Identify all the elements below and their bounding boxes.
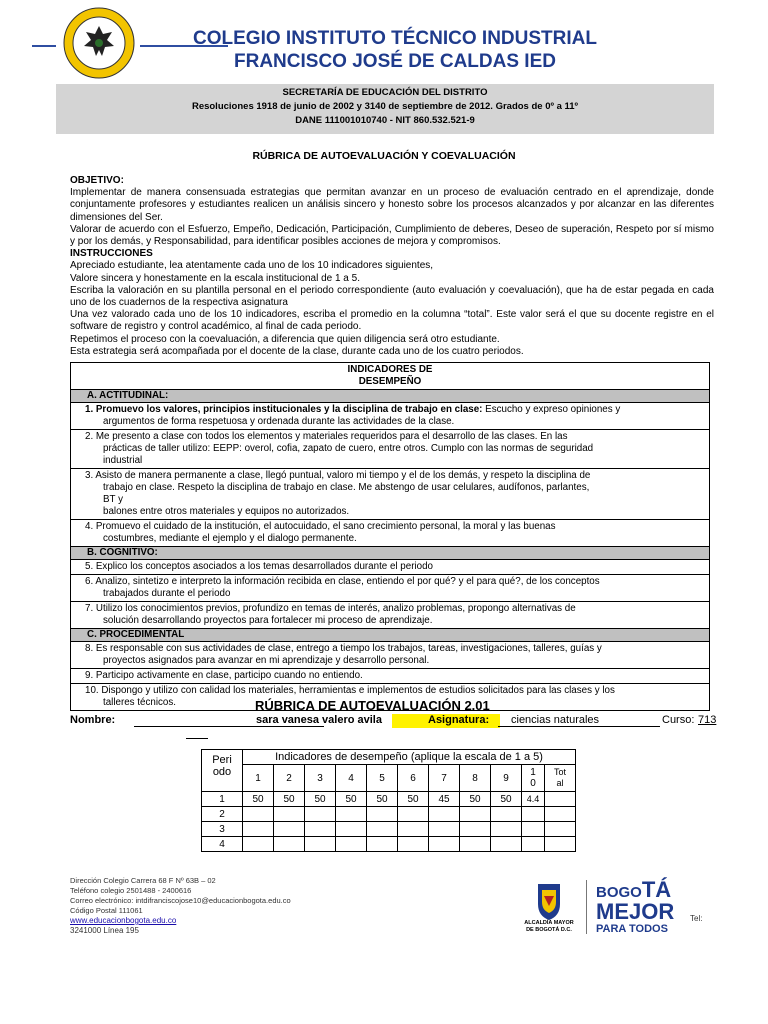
indicator-4-text-2: costumbres, mediante el ejemplo y el dialogo permanente. xyxy=(103,533,357,544)
indicators-table xyxy=(70,362,710,711)
indicator-3-text-2: trabajo en clase. Respeto la disciplina de trabajo en clase. Me abstengo de usar celulares, audífonos, parlantes, xyxy=(103,482,590,493)
bogota-word-b: TÁ xyxy=(641,877,672,902)
score-cell[interactable]: 50 xyxy=(243,792,274,807)
score-cell[interactable] xyxy=(460,807,491,822)
school-crest-logo xyxy=(62,6,136,80)
score-cell[interactable] xyxy=(429,822,460,837)
course-label: Curso: xyxy=(662,714,695,726)
score-row-period-4 xyxy=(202,837,576,852)
score-cell[interactable]: 50 xyxy=(398,792,429,807)
footer-line-195: 3241000 Línea 195 xyxy=(70,926,139,935)
score-cell[interactable] xyxy=(491,837,522,852)
col-header-10 xyxy=(522,765,545,792)
score-row-period-1 xyxy=(202,792,576,807)
instruction-item: Esta estrategia será acompañada por el docente de la clase, durante cada uno de los cuatro periodos. xyxy=(70,345,524,357)
footer-address: Dirección Colegio Carrera 68 F Nº 63B – 02 xyxy=(70,876,216,885)
indicator-2-text-1: 2. Me presento a clase con todos los elementos y materiales requeridos para el desarrollo de las clases. En las xyxy=(85,431,568,442)
col-header: 7 xyxy=(429,765,460,792)
period-header-line2: odo xyxy=(212,766,232,778)
score-cell[interactable] xyxy=(336,822,367,837)
score-cell[interactable] xyxy=(429,837,460,852)
mejor-word: MEJOR xyxy=(596,899,675,924)
score-cell[interactable] xyxy=(367,822,398,837)
instruction-item: Repetimos el proceso con la coevaluación, a diferencia que quien diligencia será otro estudiante. xyxy=(70,333,500,345)
score-cell[interactable] xyxy=(522,807,545,822)
indicator-3-text-3: BT y xyxy=(103,494,123,505)
logo-divider xyxy=(586,880,587,934)
score-row-period-2 xyxy=(202,807,576,822)
school-name-line1: COLEGIO INSTITUTO TÉCNICO INDUSTRIAL xyxy=(193,28,597,49)
footer-contact xyxy=(70,876,291,936)
period-number: 2 xyxy=(202,807,243,822)
objective-text: Implementar de manera consensuada estrategias que permitan avanzar en un proceso de evaluación centrado en el aprendizaje, donde conjuntamente profesores y estudiantes realicen un análisis sincero y honesto sobre los procesos alcanzados y por alcanzar en las diferentes dimensiones del Ser. xyxy=(70,187,714,223)
form-title: RÚBRICA DE AUTOEVALUACIÓN 2.01 xyxy=(255,698,490,713)
objective-text-2: Valorar de acuerdo con el Esfuerzo, Empeño, Dedicación, Participación, Cumplimiento de deberes, Deseo de superación, Respeto por sí mismo y por los demás, y Responsabilidad, para identificar posibles acciones de mejora y compromisos. xyxy=(70,223,714,248)
indicator-8-text-1: 8. Es responsable con sus actividades de clase, entrego a tiempo los trabajos, tareas, investigaciones, talleres, guías y xyxy=(85,643,602,654)
score-cell[interactable] xyxy=(305,837,336,852)
total-cell[interactable] xyxy=(545,822,576,837)
indicator-3-text-4: balones entre otros materiales y equipos no autorizados. xyxy=(103,506,350,517)
indicator-3 xyxy=(71,469,709,520)
score-cell[interactable] xyxy=(367,837,398,852)
col-header: 1 xyxy=(243,765,274,792)
score-cell[interactable] xyxy=(367,807,398,822)
indicator-4 xyxy=(71,520,709,547)
instruction-item: Una vez valorado cada uno de los 10 indicadores, escriba el promedio en la columna “total”. Este valor será el que su docente registre en el software de registro y control académico, al final de cada periodo. xyxy=(70,309,714,333)
period-number: 1 xyxy=(202,792,243,807)
col-header: 6 xyxy=(398,765,429,792)
footer-postal: Código Postal 111061 xyxy=(70,906,143,915)
dane-nit-line: DANE 111001010740 - NIT 860.532.521-9 xyxy=(295,115,475,126)
bogota-word-a: BOGO xyxy=(596,884,642,901)
score-cell[interactable] xyxy=(522,822,545,837)
score-cell[interactable]: 50 xyxy=(491,792,522,807)
score-cell[interactable] xyxy=(460,837,491,852)
indicator-9 xyxy=(71,669,709,684)
section-cognitivo: B. COGNITIVO: xyxy=(71,547,709,560)
col-header: 3 xyxy=(305,765,336,792)
indicator-1-text-2: argumentos de forma respetuosa y ordenada durante las actividades de la clase. xyxy=(103,416,455,427)
period-header xyxy=(202,750,243,792)
school-name-line2: FRANCISCO JOSÉ DE CALDAS IED xyxy=(234,51,556,72)
footer-phone: Teléfono colegio 2501488 - 2400616 xyxy=(70,886,192,895)
score-cell[interactable] xyxy=(243,807,274,822)
score-cell[interactable] xyxy=(243,822,274,837)
header-rule-left xyxy=(32,45,56,47)
score-cell[interactable] xyxy=(398,822,429,837)
para-todos-word: PARA TODOS xyxy=(596,923,668,935)
indicator-2-text-3: industrial xyxy=(103,455,143,466)
indicator-7 xyxy=(71,602,709,629)
indicator-6-text-2: trabajados durante el periodo xyxy=(103,588,231,599)
bogota-mejor-logo xyxy=(596,877,675,935)
indicators-heading-line1: INDICADORES DE xyxy=(347,364,433,375)
alcaldia-text xyxy=(510,920,588,934)
score-cell[interactable] xyxy=(398,837,429,852)
indicator-8-text-2: proyectos asignados para avanzar en mi aprendizaje y desarrollo personal. xyxy=(103,655,430,666)
score-cell[interactable] xyxy=(336,807,367,822)
score-cell[interactable] xyxy=(305,807,336,822)
score-cell[interactable] xyxy=(460,822,491,837)
instructions-heading: INSTRUCCIONES xyxy=(70,248,153,260)
indicator-10-text-2: talleres técnicos. xyxy=(103,697,176,708)
score-cell[interactable]: 50 xyxy=(274,792,305,807)
indicator-8 xyxy=(71,642,709,669)
indicators-heading-line2: DESEMPEÑO xyxy=(358,376,422,387)
col-header-10-b: 0 xyxy=(530,778,536,789)
score-cell[interactable] xyxy=(491,822,522,837)
school-info-box xyxy=(56,84,714,134)
indicator-1-text: Escucho y expreso opiniones y xyxy=(482,404,621,415)
student-info-row xyxy=(70,714,720,732)
indicator-7-text-1: 7. Utilizo los conocimientos previos, profundizo en temas de interés, analizo problemas, propongo alternativas de xyxy=(85,603,576,614)
indicators-heading xyxy=(71,363,709,390)
score-cell[interactable] xyxy=(491,807,522,822)
score-cell[interactable] xyxy=(305,822,336,837)
indicator-2 xyxy=(71,430,709,469)
total-cell[interactable] xyxy=(545,792,576,807)
col-header: 9 xyxy=(491,765,522,792)
indicator-5 xyxy=(71,560,709,575)
name-underline xyxy=(134,726,324,727)
indicator-2-text-2: prácticas de taller utilizo: EEPP: overol, cofia, zapato de cuero, entre otros. Cumplo con las normas de seguridad xyxy=(103,443,594,454)
indicator-5-text: 5. Explico los conceptos asociados a los temas desarrollados durante el periodo xyxy=(85,561,433,572)
indicator-1 xyxy=(71,403,709,430)
score-cell[interactable]: 50 xyxy=(367,792,398,807)
instruction-item: Valore sincera y honestamente en la escala institucional de 1 a 5. xyxy=(70,272,360,284)
course-underline-continuation xyxy=(186,738,208,739)
col-header: 5 xyxy=(367,765,398,792)
score-cell[interactable] xyxy=(274,837,305,852)
indicators-scale-header: Indicadores de desempeño (aplique la escala de 1 a 5) xyxy=(243,750,576,765)
section-procedimental: C. PROCEDIMENTAL xyxy=(71,629,709,642)
col-header: 8 xyxy=(460,765,491,792)
course-field[interactable]: 713 xyxy=(698,714,717,726)
intro-section xyxy=(70,175,714,358)
score-cell[interactable]: 50 xyxy=(460,792,491,807)
indicator-10-text-1: 10. Dispongo y utilizo con calidad los materiales, herramientas e implementos de estudios solicitados para las clases y los xyxy=(85,685,615,696)
score-cell[interactable]: 50 xyxy=(336,792,367,807)
subject-underline xyxy=(498,726,660,727)
footer-email: Correo electrónico: intdifranciscojose10@educacionbogota.edu.co xyxy=(70,896,291,905)
total-header-b: al xyxy=(556,778,564,788)
score-cell[interactable] xyxy=(243,837,274,852)
score-cell[interactable]: 4.4 xyxy=(522,792,545,807)
total-header-a: Tot xyxy=(553,767,566,777)
total-cell[interactable] xyxy=(545,837,576,852)
col-header: 4 xyxy=(336,765,367,792)
name-label: Nombre: xyxy=(70,714,116,726)
period-header-line1: Peri xyxy=(212,754,232,766)
document-title: RÚBRICA DE AUTOEVALUACIÓN Y COEVALUACIÓN xyxy=(252,150,516,162)
indicator-9-text: 9. Participo activamente en clase, participo cuando no entiendo. xyxy=(85,670,363,681)
indicator-3-text-1: 3. Asisto de manera permanente a clase, llegó puntual, valoro mi tiempo y el de los demás, y respeto la disciplina de xyxy=(85,470,591,481)
col-header: 2 xyxy=(274,765,305,792)
col-header-10-a: 1 xyxy=(530,767,536,778)
indicator-1-title: 1. Promuevo los valores, principios institucionales y la disciplina de trabajo en clase: xyxy=(85,404,483,415)
indicator-6-text-1: 6. Analizo, sintetizo e interpreto la información recibida en clase, entiendo el por qué? y el para qué?, de los conceptos xyxy=(85,576,600,587)
alcaldia-text-line1: ALCALDÍA MAYOR xyxy=(524,920,574,926)
score-cell[interactable]: 50 xyxy=(305,792,336,807)
tel-label: Tel: xyxy=(690,914,703,923)
secretaria-line: SECRETARÍA DE EDUCACIÓN DEL DISTRITO xyxy=(282,87,488,98)
score-cell[interactable] xyxy=(336,837,367,852)
period-number: 3 xyxy=(202,822,243,837)
indicator-6 xyxy=(71,575,709,602)
indicator-4-text-1: 4. Promuevo el cuidado de la institución, el autocuidado, el sano crecimiento personal, la moral y las buenas xyxy=(85,521,556,532)
instruction-item: Escriba la valoración en su plantilla personal en el periodo correspondiente (auto evaluación y coevaluación), que ha de estar pegada en cada uno de los cuadernos de la respectiva asignatura xyxy=(70,284,714,309)
subject-field[interactable]: ciencias naturales xyxy=(511,714,600,726)
score-cell[interactable] xyxy=(274,807,305,822)
section-actitudinal: A. ACTITUDINAL: xyxy=(71,390,709,403)
footer-website-link[interactable]: www.educacionbogota.edu.co xyxy=(70,916,177,925)
score-row-period-3 xyxy=(202,822,576,837)
indicator-7-text-2: solución desarrollando proyectos para fortalecer mi proceso de aprendizaje. xyxy=(103,615,433,626)
score-cell[interactable] xyxy=(429,807,460,822)
objective-heading: OBJETIVO: xyxy=(70,175,124,186)
alcaldia-text-line2: DE BOGOTÁ D.C. xyxy=(526,927,572,933)
total-header xyxy=(545,765,576,792)
score-cell[interactable] xyxy=(522,837,545,852)
period-number: 4 xyxy=(202,837,243,852)
total-cell[interactable] xyxy=(545,807,576,822)
resoluciones-line: Resoluciones 1918 de junio de 2002 y 3140 de septiembre de 2012. Grados de 0º a 11º xyxy=(191,101,579,112)
score-cell[interactable] xyxy=(398,807,429,822)
score-cell[interactable]: 45 xyxy=(429,792,460,807)
instruction-item: Apreciado estudiante, lea atentamente cada uno de los 10 indicadores siguientes, xyxy=(70,260,434,272)
subject-label: Asignatura: xyxy=(428,714,490,726)
name-field[interactable]: sara vanesa valero avila xyxy=(256,714,382,726)
score-cell[interactable] xyxy=(274,822,305,837)
score-table xyxy=(201,749,576,852)
